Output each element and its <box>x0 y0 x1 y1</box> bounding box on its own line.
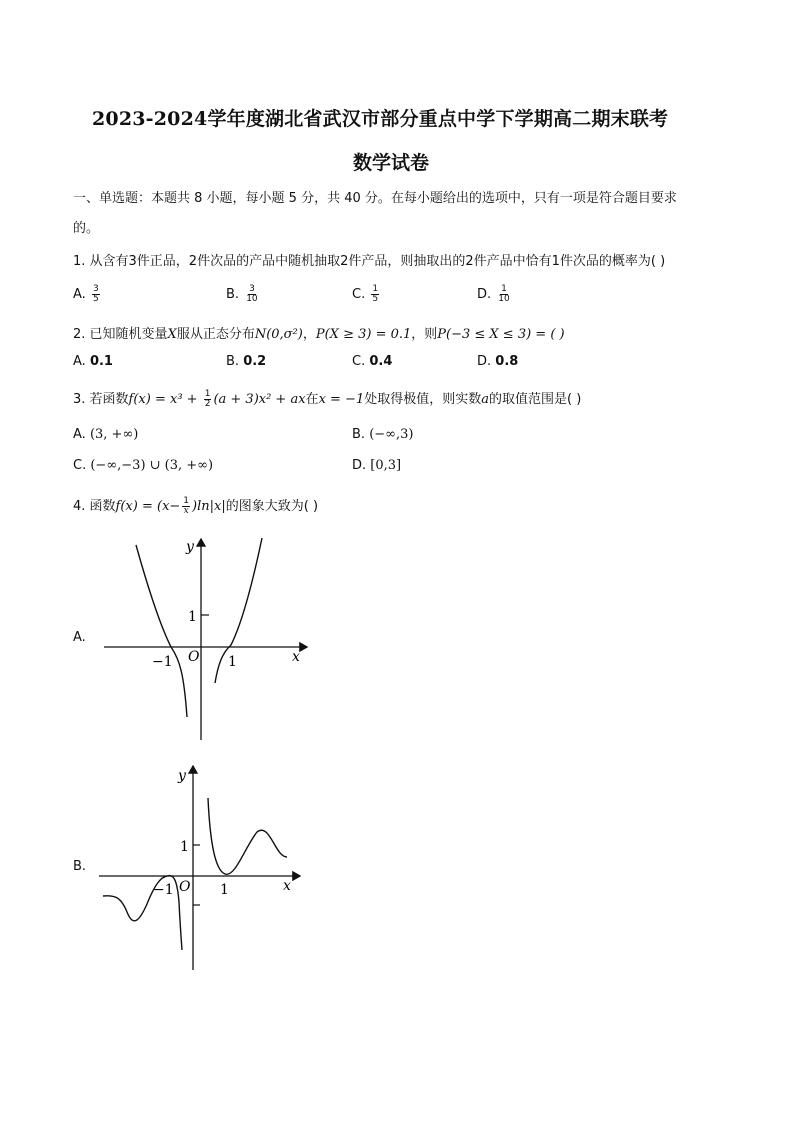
graph-a-figure <box>100 535 315 750</box>
question-3-stem <box>73 388 581 409</box>
option-value: 0.4 <box>369 354 393 369</box>
q2-option-b <box>226 354 266 369</box>
option-label: B. <box>352 427 366 442</box>
fraction <box>497 285 510 304</box>
option-label: C. <box>352 287 366 302</box>
option-value: [0,3] <box>370 458 402 473</box>
q3-func-b: (a + 3)x² + ax <box>213 392 306 407</box>
q2-option-d <box>477 354 518 369</box>
q3-option-c <box>73 458 213 473</box>
q3-option-b <box>352 427 413 442</box>
q2-option-c <box>352 354 392 369</box>
section-instruction-line2: 的。 <box>73 221 100 236</box>
x-axis-label: x <box>292 649 300 665</box>
x-tick-label-neg1: −1 <box>153 882 174 898</box>
curve-right-branch <box>215 538 262 683</box>
question-4-stem <box>73 495 318 516</box>
option-value: (−∞,3) <box>369 427 414 442</box>
q3-var: a <box>481 392 489 407</box>
option-label: A. <box>73 354 86 369</box>
y-axis-label: y <box>178 768 186 784</box>
fraction-den: 5 <box>92 294 99 304</box>
fraction-num: 1 <box>372 284 379 294</box>
page-title: 2023-2024学年度湖北省武汉市部分重点中学下学期高二期末联考 <box>92 108 669 130</box>
q2-mid2: ， <box>302 327 316 342</box>
option-value: 0.2 <box>243 354 267 369</box>
q4-func-b: )ln|x| <box>192 499 226 514</box>
x-tick-label-1: 1 <box>228 654 237 670</box>
question-1-stem: 1. 从含有3件正品，2件次品的产品中随机抽取2件产品，则抽取出的2件产品中恰有1件次品的概率为( ) <box>73 254 666 269</box>
option-value: 0.8 <box>495 354 519 369</box>
fraction-den: x <box>183 506 189 516</box>
graph-b-label: B. <box>73 859 87 874</box>
fraction <box>204 390 212 409</box>
option-label: D. <box>477 354 492 369</box>
option-label: B. <box>226 287 240 302</box>
fraction-den: 10 <box>246 294 258 304</box>
q2-dist: N(0,σ²) <box>254 327 303 342</box>
fraction-num: 3 <box>249 284 255 294</box>
option-label: B. <box>226 354 240 369</box>
q1-option-d <box>477 285 513 304</box>
option-label: C. <box>73 458 87 473</box>
x-axis-label: x <box>283 878 291 894</box>
q3-prefix: 3. 若函数 <box>73 392 129 407</box>
fraction <box>92 285 100 304</box>
q2-cond: P(X ≥ 3) = 0.1 <box>315 327 412 342</box>
option-label: D. <box>477 287 492 302</box>
q2-mid3: ，则 <box>411 327 438 342</box>
q4-func-a: f(x) = (x− <box>115 499 181 514</box>
x-tick-label-1: 1 <box>220 882 229 898</box>
option-value: (−∞,−3) ∪ (3, +∞) <box>90 458 214 473</box>
q3-suffix: 处取得极值，则实数 <box>364 392 482 407</box>
q4-suffix: 的图象大致为( ) <box>225 499 319 514</box>
q2-mid1: 服从正态分布 <box>176 327 255 342</box>
q3-suffix2: 的取值范围是( ) <box>489 392 582 407</box>
section-instruction-line1: 一、单选题：本题共 8 小题，每小题 5 分，共 40 分。在每小题给出的选项中，只有一项是符合题目要求 <box>73 191 677 206</box>
q2-ask: P(−3 ≤ X ≤ 3) = ( ) <box>437 327 565 342</box>
curve-left-branch <box>136 545 187 717</box>
q2-var: X <box>167 327 177 342</box>
option-value: (3, +∞) <box>89 427 139 442</box>
option-label: D. <box>352 458 367 473</box>
fraction-num: 1 <box>183 496 190 506</box>
option-label: C. <box>352 354 366 369</box>
graph-b-figure <box>95 762 310 977</box>
q3-func-a: f(x) = x³ + <box>128 392 202 407</box>
q1-option-c <box>352 285 381 304</box>
fraction <box>182 497 190 516</box>
question-2-stem <box>73 323 565 342</box>
q3-option-a <box>73 427 138 442</box>
fraction-num: 1 <box>501 284 507 294</box>
q3-mid: 在 <box>305 392 319 407</box>
fraction-den: 10 <box>498 294 510 304</box>
fraction-num: 3 <box>92 284 99 294</box>
q1-option-b <box>226 285 261 304</box>
fraction-den: 2 <box>204 399 211 409</box>
q2-option-a <box>73 354 113 369</box>
curve-right-branch <box>208 798 287 874</box>
q3-option-d <box>352 458 401 473</box>
q4-prefix: 4. 函数 <box>73 499 116 514</box>
y-tick-label-1: 1 <box>188 609 197 625</box>
q3-point: x = −1 <box>318 392 365 407</box>
origin-label: O <box>179 879 191 895</box>
fraction-den: 5 <box>372 294 379 304</box>
q2-prefix: 2. 已知随机变量 <box>73 327 168 342</box>
option-value: 0.1 <box>89 354 113 369</box>
graph-a-label: A. <box>73 630 86 645</box>
q1-option-a <box>73 285 102 304</box>
y-tick-label-1: 1 <box>180 839 189 855</box>
y-axis-label: y <box>186 539 194 555</box>
fraction <box>371 285 379 304</box>
origin-label: O <box>188 649 200 665</box>
page-subtitle: 数学试卷 <box>353 152 430 174</box>
fraction-num: 1 <box>204 389 211 399</box>
fraction <box>245 285 258 304</box>
option-label: A. <box>73 287 86 302</box>
option-label: A. <box>73 427 86 442</box>
x-tick-label-neg1: −1 <box>152 654 173 670</box>
